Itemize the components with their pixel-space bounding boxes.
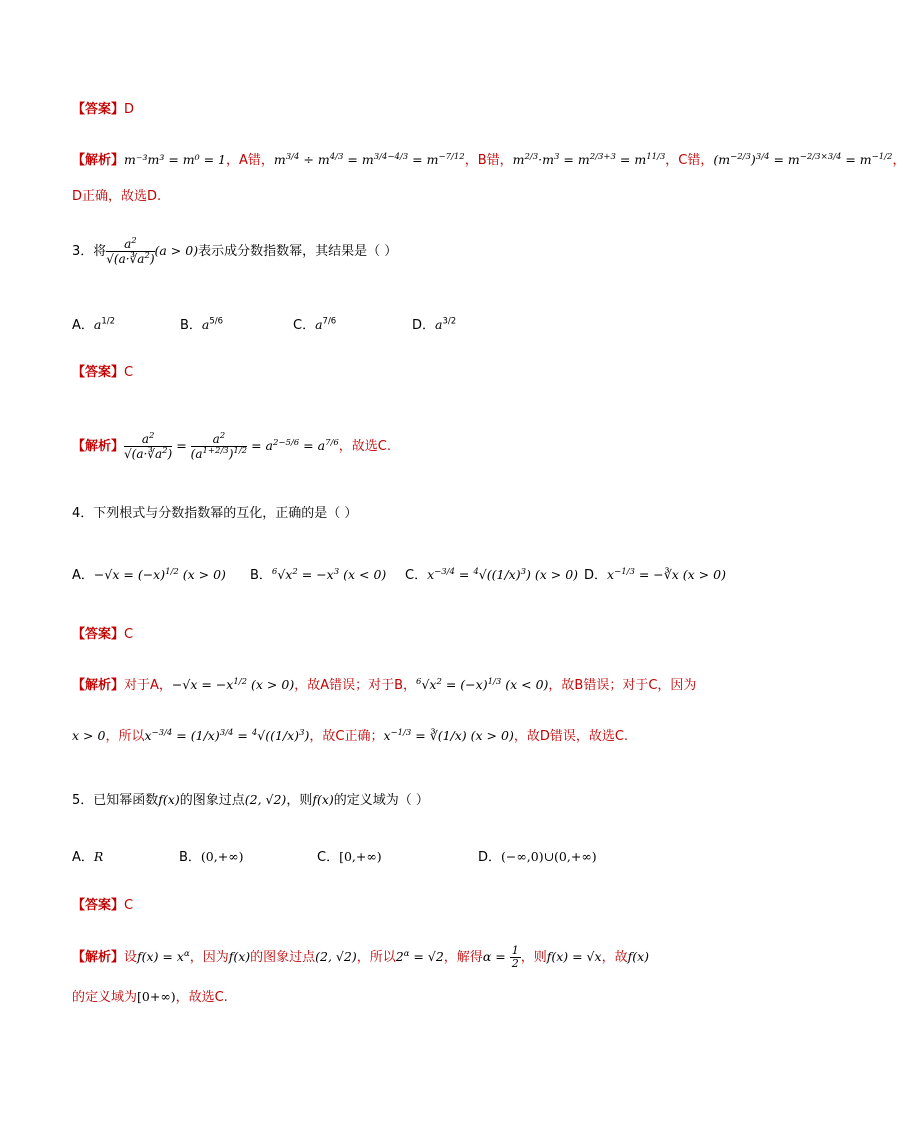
q3-stem bbox=[72, 237, 734, 266]
q5-option-c[interactable]: C．[0,+∞) bbox=[317, 849, 382, 865]
q5-answer-line bbox=[72, 896, 734, 916]
analysis-tag: 【解析】 bbox=[72, 950, 125, 965]
q3-condition: (a > 0) bbox=[154, 243, 199, 258]
q2-b-wrong: ，B错， bbox=[464, 153, 513, 168]
q5-option-a[interactable]: A．R bbox=[72, 849, 104, 865]
q3-analysis-result: = $a^{2-5/6} = a^{7/6}$ bbox=[247, 437, 339, 453]
q3-option-a[interactable]: A．$a^{1/2}$ bbox=[72, 316, 116, 333]
q4-option-b[interactable]: B．$^6√x^2 = -x^3$ (x < 0) bbox=[250, 566, 387, 583]
analysis-tag: 【解析】 bbox=[72, 153, 125, 168]
analysis-tag: 【解析】 bbox=[72, 678, 125, 693]
q4-stem bbox=[72, 504, 734, 524]
q3-analysis-line: 【解析】 $\frac{a^2}{√(a\cdot∛a^2)}$ = $\frac{a^2}{(a^{1+2/3})^{1/2}}$ = $a^{2-5/6} = a^{7/6}$，故选C. bbox=[72, 431, 391, 461]
answer-tag: 【答案】 bbox=[72, 898, 125, 913]
q2-tail: ， bbox=[892, 153, 905, 168]
q5-option-d[interactable]: D．(−∞,0)∪(0,+∞) bbox=[478, 849, 597, 865]
q3-stem-text: 表示成分数指数幂，其结果是（ ） bbox=[198, 244, 398, 259]
q3-answer-line bbox=[72, 363, 734, 383]
q4-option-c[interactable]: C．$x^{-3/4} = ^4√((1/x)^3) (x > 0)$ bbox=[405, 566, 579, 583]
q3-option-c[interactable]: C．$a^{7/6}$ bbox=[293, 316, 337, 333]
q2-conclusion-line bbox=[72, 187, 734, 207]
q4-option-d[interactable]: D．$x^{-1/3}$ = −∛x (x > 0) bbox=[584, 566, 726, 583]
answer-tag: 【答案】 bbox=[72, 102, 125, 117]
q3-number: 3．将 bbox=[72, 244, 107, 259]
q3-analysis-frac1: $\frac{a^2}{√(a\cdot∛a^2)}$ bbox=[124, 431, 173, 461]
q2-analysis-line bbox=[72, 150, 905, 171]
q5-analysis-line1: 【解析】设$f(x) = x^\alpha$，因为f(x)的图象过点(2, √2)，所以$2^\alpha = √2$，解得α = $\frac{1}{2}$ ，则f(x) = √x，故f(x) bbox=[72, 944, 650, 970]
q5-stem: 5．已知幂函数f(x)的图象过点(2, √2)，则f(x)的定义域为（ ） bbox=[72, 792, 429, 808]
q4-analysis-line1: 【解析】对于A，$-√x = -x^{1/2}$ (x > 0)，故A错误；对于B，$^6√x^2 = (-x)^{1/3}$ (x < 0)，故B错误；对于C，因为 bbox=[72, 676, 697, 693]
q3-answer-value: C bbox=[124, 365, 134, 380]
analysis-tag: 【解析】 bbox=[72, 439, 125, 454]
q2-c-wrong: ，C错， bbox=[665, 153, 714, 168]
q3-option-b[interactable]: B．$a^{5/6}$ bbox=[180, 316, 224, 333]
q2-expr-intro: m⁻³m³ = m⁰ = 1 bbox=[124, 152, 226, 167]
q4-option-a[interactable]: A．$-√x = (-x)^{1/2}$ (x > 0) bbox=[72, 566, 226, 583]
answer-tag: 【答案】 bbox=[72, 627, 125, 642]
q3-analysis-frac2: $\frac{a^2}{(a^{1+2/3})^{1/2}}$ bbox=[190, 431, 248, 461]
q2-expr-b: $m^{3/4} \div m^{4/3} = m^{3/4-4/3} = m^{-7/12}$ bbox=[273, 151, 465, 167]
q5-analysis-line2: 的定义域为[0+∞)，故选C. bbox=[72, 989, 228, 1005]
q5-answer-value: C bbox=[124, 898, 134, 913]
q4-answer-value: C bbox=[124, 627, 134, 642]
q2-answer-value: D bbox=[124, 102, 135, 117]
q2-a-wrong: ，A错， bbox=[226, 153, 274, 168]
q2-expr-c: $m^{2/3}\cdot m^3 = m^{2/3+3} = m^{11/3}$ bbox=[512, 151, 666, 167]
q4-answer-line bbox=[72, 625, 734, 645]
q5-option-b[interactable]: B．(0,+∞) bbox=[179, 849, 244, 865]
q3-tail: ，故选C. bbox=[338, 439, 391, 454]
q4-stem-text: 4．下列根式与分数指数幂的互化，正确的是（ ） bbox=[72, 506, 358, 521]
q4-analysis-line2: x > 0，所以$x^{-3/4} = (1/x)^{3/4} = ^4√((1/x)^3)$，故C正确；$x^{-1/3}$ = ∛(1/x) (x > 0)，故D错误，故选C. bbox=[72, 727, 629, 744]
q2-conclusion: D正确，故选D. bbox=[72, 189, 162, 204]
q3-fraction: $\frac{a^2}{√(a\cdot∛a^2)}$ bbox=[106, 236, 155, 266]
q2-answer-line bbox=[72, 100, 734, 120]
q2-expr-d: $(m^{-2/3})^{3/4} = m^{-2/3\times 3/4} = m^{-1/2}$ bbox=[713, 151, 893, 167]
answer-tag: 【答案】 bbox=[72, 365, 125, 380]
q3-option-d[interactable]: D．$a^{3/2}$ bbox=[412, 316, 457, 333]
